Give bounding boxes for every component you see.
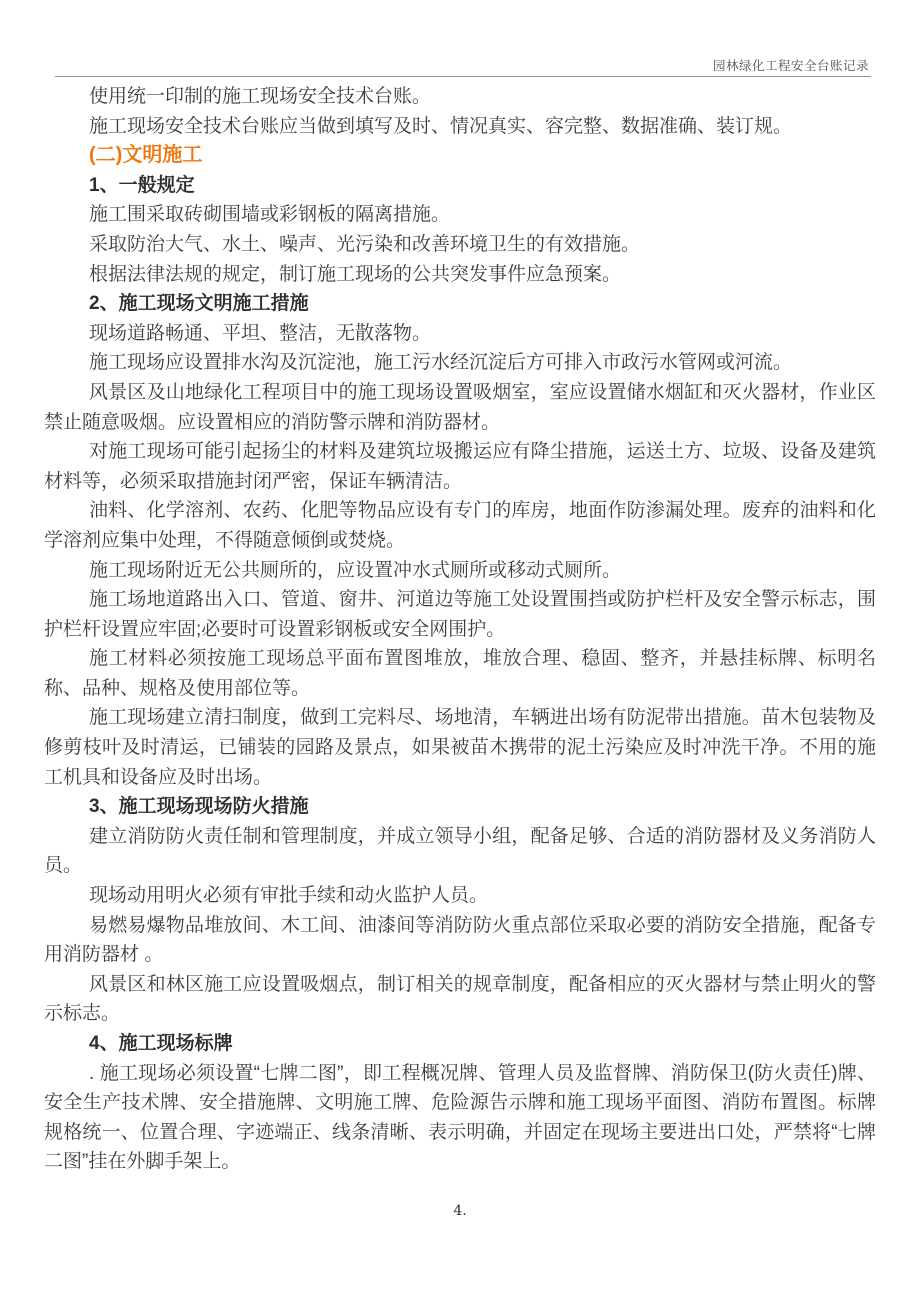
body-paragraph: 施工现场附近无公共厕所的，应设置冲水式厕所或移动式厕所。	[89, 559, 622, 581]
subsection-heading-2: 2、施工现场文明施工措施	[89, 293, 309, 315]
page-footer	[0, 1203, 920, 1219]
body-paragraph: 施工现场建立清扫制度，做到工完料尽、场地清，车辆进出场有防泥带出措施。苗木包装物及修剪枝叶及时清运，已铺装的园路及景点，如果被苗木携带的泥土污染应及时冲洗干净。不用的施工机具和设备应及时出场。	[44, 707, 876, 788]
page-header	[55, 0, 871, 77]
page-number: 4.	[453, 1203, 467, 1219]
body-paragraph: 风景区及山地绿化工程项目中的施工现场设置吸烟室，室应设置储水烟缸和灭火器材，作业区禁止随意吸烟。应设置相应的消防警示牌和消防器材。	[44, 381, 876, 433]
body-paragraph: 现场道路畅通、平坦、整洁，无散落物。	[89, 322, 432, 344]
body-paragraph: 对施工现场可能引起扬尘的材料及建筑垃圾搬运应有降尘措施，运送土方、垃圾、设备及建筑材料等，必须采取措施封闭严密，保证车辆清洁。	[44, 441, 876, 492]
subsection-heading-1: 1、一般规定	[89, 174, 195, 196]
body-paragraph: 建立消防防火责任制和管理制度，并成立领导小组，配备足够、合适的消防器材及义务消防人员。	[44, 825, 876, 877]
subsection-heading-3: 3、施工现场现场防火措施	[89, 796, 309, 818]
body-paragraph: 施工现场应设置排水沟及沉淀池，施工污水经沉淀后方可排入市政污水管网或河流。	[89, 352, 793, 374]
body-paragraph: 易燃易爆物品堆放间、木工间、油漆间等消防防火重点部位采取必要的消防安全措施，配备专用消防器材 。	[44, 914, 876, 966]
body-paragraph: 施工场地道路出入口、管道、窗井、河道边等施工处设置围挡或防护栏杆及安全警示标志，围护栏杆设置应牢固;必要时可设置彩钢板或安全网围护。	[44, 589, 876, 640]
body-paragraph: 施工围采取砖砌围墙或彩钢板的隔离措施。	[89, 204, 451, 226]
body-paragraph: 根据法律法规的规定，制订施工现场的公共突发事件应急预案。	[89, 263, 622, 285]
body-paragraph: 施工现场安全技术台账应当做到填写及时、情况真实、容完整、数据准确、装订规。	[89, 115, 793, 137]
body-paragraph: . 施工现场必须设置“七牌二图”，即工程概况牌、管理人员及监督牌、消防保卫(防火责任)牌、安全生产技术牌、安全措施牌、文明施工牌、危险源告示牌和施工现场平面图、消防布置图。标牌规格统一、位置合理、字迹端正、线条清晰、表示明确，并固定在现场主要进出口处，严禁将“七牌二图”挂在外脚手架上。	[44, 1062, 876, 1173]
body-paragraph: 现场动用明火必须有审批手续和动火监护人员。	[89, 885, 489, 907]
body-paragraph: 使用统一印制的施工现场安全技术台账。	[89, 86, 432, 107]
subsection-heading-4: 4、施工现场标牌	[89, 1033, 233, 1054]
body-paragraph: 施工材料必须按施工现场总平面布置图堆放，堆放合理、稳固、整齐，并悬挂标牌、标明名称、品种、规格及使用部位等。	[44, 648, 876, 699]
body-paragraph: 油料、化学溶剂、农药、化肥等物品应设有专门的库房，地面作防渗漏处理。废弃的油料和化学溶剂应集中处理，不得随意倾倒或焚烧。	[44, 500, 876, 551]
section-heading-civilized-construction: (二)文明施工	[89, 144, 203, 167]
body-paragraph: 风景区和林区施工应设置吸烟点，制订相关的规章制度，配备相应的灭火器材与禁止明火的警示标志。	[44, 973, 876, 1025]
header-title: 园林绿化工程安全台账记录	[712, 58, 869, 73]
document-body	[44, 82, 876, 1177]
body-paragraph: 采取防治大气、水土、噪声、光污染和改善环境卫生的有效措施。	[89, 233, 641, 255]
